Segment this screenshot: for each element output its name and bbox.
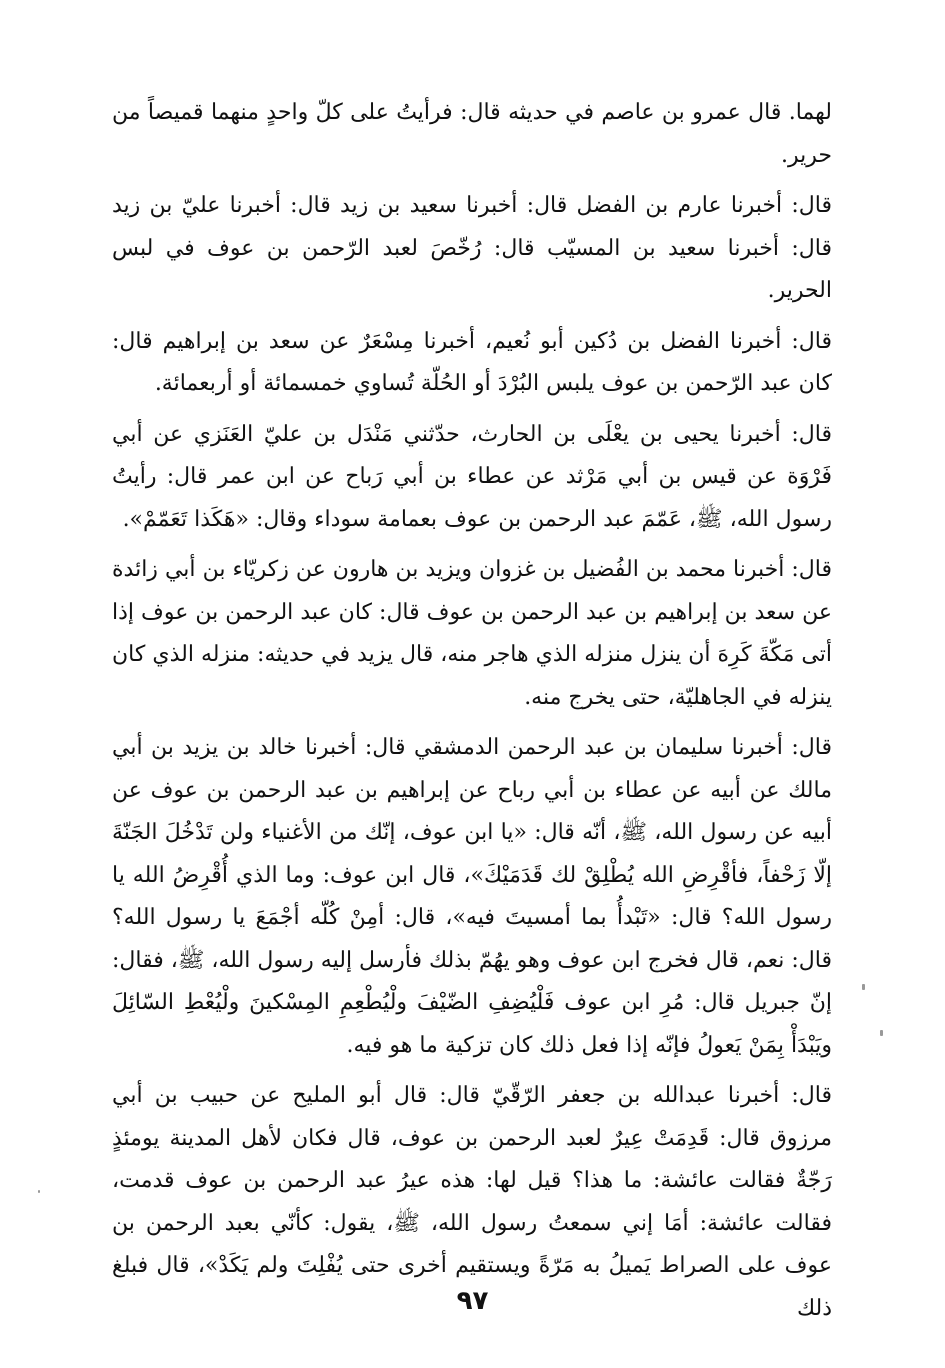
paragraph-4: قال: أخبرنا يحيى بن يعْلَى بن الحارث، حدّثني مَنْدَل بن عليّ العَنَزي عن أبي فَرْوَة عن قيس بن أبي مَرْثد عن عطاء بن أبي رَباح عن ابن عمر قال: رأيتُ رسول الله، ﷺ، عَمّمَ عبد الرحمن بن عوف بعمامة سوداء وقال: «هَكَذا تَعَمّمْ». [112,421,832,532]
scan-speck [880,1030,883,1036]
paragraph-1: لهما. قال عمرو بن عاصم في حديثه قال: فرأيتُ على كلّ واحدٍ منهما قميصاً من حرير. [112,100,832,168]
page-number: ٩٧ [456,1286,489,1316]
paragraph-5: قال: أخبرنا محمد بن الفُضيل بن غزوان ويزيد بن هارون عن زكريّاء بن أبي زائدة عن سعد بن إبراهيم بن عبد الرحمن بن عوف قال: كان عبد الرحمن بن عوف إذا أتى مَكّةَ كَرِهَ أن ينزل منزله الذي هاجر منه، قال يزيد في حديثه: منزله الذي كان ينزله في الجاهليّة، حتى يخرج منه. [112,557,832,710]
scan-speck [38,1190,40,1193]
scan-speck [862,984,865,990]
paragraph-2: قال: أخبرنا عارم بن الفضل قال: أخبرنا سعيد بن زيد قال: أخبرنا عليّ بن زيد قال: أخبرنا سعيد بن المسيّب قال: رُخّصَ لعبد الرّحمن بن عوف في لبس الحرير. [112,193,832,303]
paragraph-7: قال: أخبرنا عبدالله بن جعفر الرّقّيّ قال: قال أبو المليح عن حبيب بن أبي مرزوق قال: قَدِمَتْ عِيرٌ لعبد الرحمن بن عوف، قال فكان لأهل المدينة يومئذٍ رَجّةٌ فقالت عائشة: ما هذا؟ قيل لها: هذه عيرُ عبد الرحمن بن عوف قدمت، فقالت عائشة: أمَا إني سمعتُ رسول الله، ﷺ، يقول: كأنّي بعبد الرحمن بن عوف على الصراط يَميلُ به مَرّةً ويستقيم أخرى حتى يُفْلِتَ ولم يَكَدْ»، قال فبلغ ذلك [112,1083,832,1321]
body-text [112,92,832,1338]
paragraph-6: قال: أخبرنا سليمان بن عبد الرحمن الدمشقي قال: أخبرنا خالد بن يزيد بن أبي مالك عن أبيه عن عطاء بن أبي رباح عن إبراهيم بن عبد الرحمن بن عوف عن أبيه عن رسول الله، ﷺ، أنّه قال: «يا ابن عوف، إنّك من الأغنياء ولن تَدْخُلَ الجَنّةَ إلّا زَحْفاً، فأقْرِضِ الله يُطْلِقْ لك قَدَمَيْكَ»، قال ابن عوف: وما الذي أُقْرِضُ الله يا رسول الله؟ قال: «تَبْدأُ بما أمسيتَ فيه»، قال: أمِنْ كُلّه أجْمَعَ يا رسول الله؟ قال: نعم، قال فخرج ابن عوف وهو يهُمّ بذلك فأرسل إليه رسول الله، ﷺ، فقال: إنّ جبريل قال: مُرِ ابن عوف فَلْيُضِفِ الضّيْفَ ولْيُطْعِمِ المِسْكينَ ولْيُعْطِ السّائِلَ ويَبْدَأْ بِمَنْ يَعولُ فإنّه إذا فعل ذلك كان تزكية ما هو فيه. [112,735,832,1058]
paragraph-3: قال: أخبرنا الفضل بن دُكين أبو نُعيم، أخبرنا مِسْعَرٌ عن سعد بن إبراهيم قال: كان عبد الرّحمن بن عوف يلبس البُرْدَ أو الحُلّة تُساوي خمسمائة أو أربعمائة. [112,328,832,396]
